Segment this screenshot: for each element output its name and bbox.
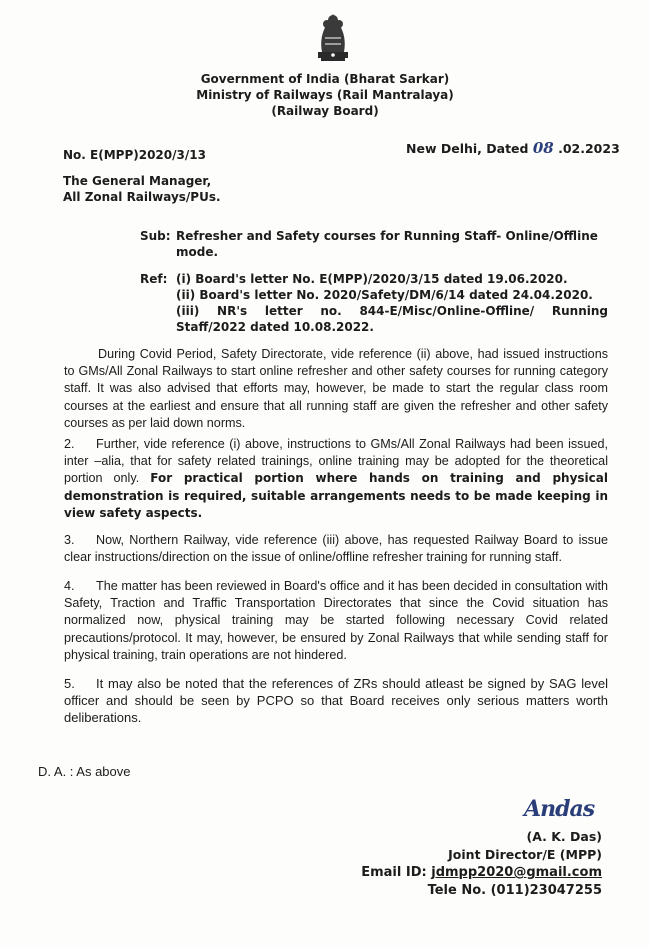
addressee-railways: All Zonal Railways/PUs. [63, 190, 221, 204]
handwritten-signature: Andas [524, 796, 595, 822]
paragraph-3-text: Now, Northern Railway, vide reference (iii) above, has requested Railway Board to issue clear instructions/direction on the issue of online/offline refresher training for running staff. [64, 533, 608, 565]
paragraph-4-number: 4. [64, 579, 75, 593]
addressee-title: The General Manager, [63, 174, 212, 188]
enclosure-note: D. A. : As above [38, 764, 131, 779]
header-ministry: Ministry of Railways (Rail Mantralaya) [196, 88, 454, 102]
date-day: 08 [532, 139, 554, 157]
subject-line1: Refresher and Safety courses for Running Staff- Online/Offline [176, 229, 598, 243]
paragraph-2-number: 2. [64, 437, 75, 451]
paragraph-5 [64, 675, 608, 727]
paragraph-4 [64, 578, 608, 664]
signatory-email [361, 865, 602, 880]
paragraph-5-number: 5. [64, 676, 75, 691]
signatory-telephone: Tele No. (011)23047255 [427, 883, 602, 898]
paragraph-2-emphasis: For practical portion where hands on training and physical demonstration is required, suitable arrangements needs to be made keeping in view safety aspects. [64, 471, 608, 520]
paragraph-3 [64, 532, 608, 566]
reference-item: Staff/2022 dated 10.08.2022. [176, 320, 374, 334]
header-board: (Railway Board) [271, 104, 379, 118]
signatory-name: (A. K. Das) [526, 829, 602, 844]
date-prefix: New Delhi, Dated [406, 141, 529, 156]
paragraph-2-text: Further, vide reference (i) above, instructions to GMs/All Zonal Railways had been issued, inter –alia, that for safety related trainings, online training may be adopted for the theoretical portion only. [64, 437, 608, 486]
signatory-designation: Joint Director/E (MPP) [448, 847, 602, 862]
subject-label: Sub: [140, 229, 171, 243]
paragraph-3-number: 3. [64, 533, 75, 547]
subject-line2: mode. [176, 245, 219, 259]
reference-item: (ii) Board's letter No. 2020/Safety/DM/6/14 dated 24.04.2020. [176, 288, 593, 302]
reference-item: (i) Board's letter No. E(MPP)/2020/3/15 dated 19.06.2020. [176, 272, 568, 286]
header-government: Government of India (Bharat Sarkar) [200, 72, 450, 86]
email-label: Email ID: [361, 865, 427, 880]
national-emblem-icon [310, 8, 356, 66]
paragraph-4-text: The matter has been reviewed in Board's office and it has been decided in consultation with Safety, Traction and Traffic Transportation Directorates that since the Covid situation has normalized now, physical training may be started following necessary Covid related precautions/protocol. It may, however, be ensured by Zonal Railways that while sending staff for physical training, train operations are not hindered. [64, 579, 608, 662]
date-suffix: .02.2023 [558, 141, 620, 156]
reference-item: (iii) NR's letter no. 844-E/Misc/Online-Offline/ Running [176, 304, 608, 318]
reference-label: Ref: [140, 272, 168, 286]
paragraph-2 [64, 436, 608, 522]
letter-number: No. E(MPP)2020/3/13 [63, 148, 206, 162]
date-line [406, 139, 620, 157]
paragraph-1: During Covid Period, Safety Directorate, vide reference (ii) above, had issued instructions to GMs/All Zonal Railways to start online refresher and other safety courses for running category staff. It was also advised that efforts may, however, be made to start the regular class room courses at the earliest and ensure that all running staff are given the refresher and other safety courses as per laid down norms. [64, 347, 608, 430]
email-link[interactable]: jdmpp2020@gmail.com [431, 865, 602, 880]
paragraph-5-text: It may also be noted that the references of ZRs should atleast be signed by SAG level officer and should be seen by PCPO so that Board receives only serious matters worth deliberations. [64, 676, 608, 726]
